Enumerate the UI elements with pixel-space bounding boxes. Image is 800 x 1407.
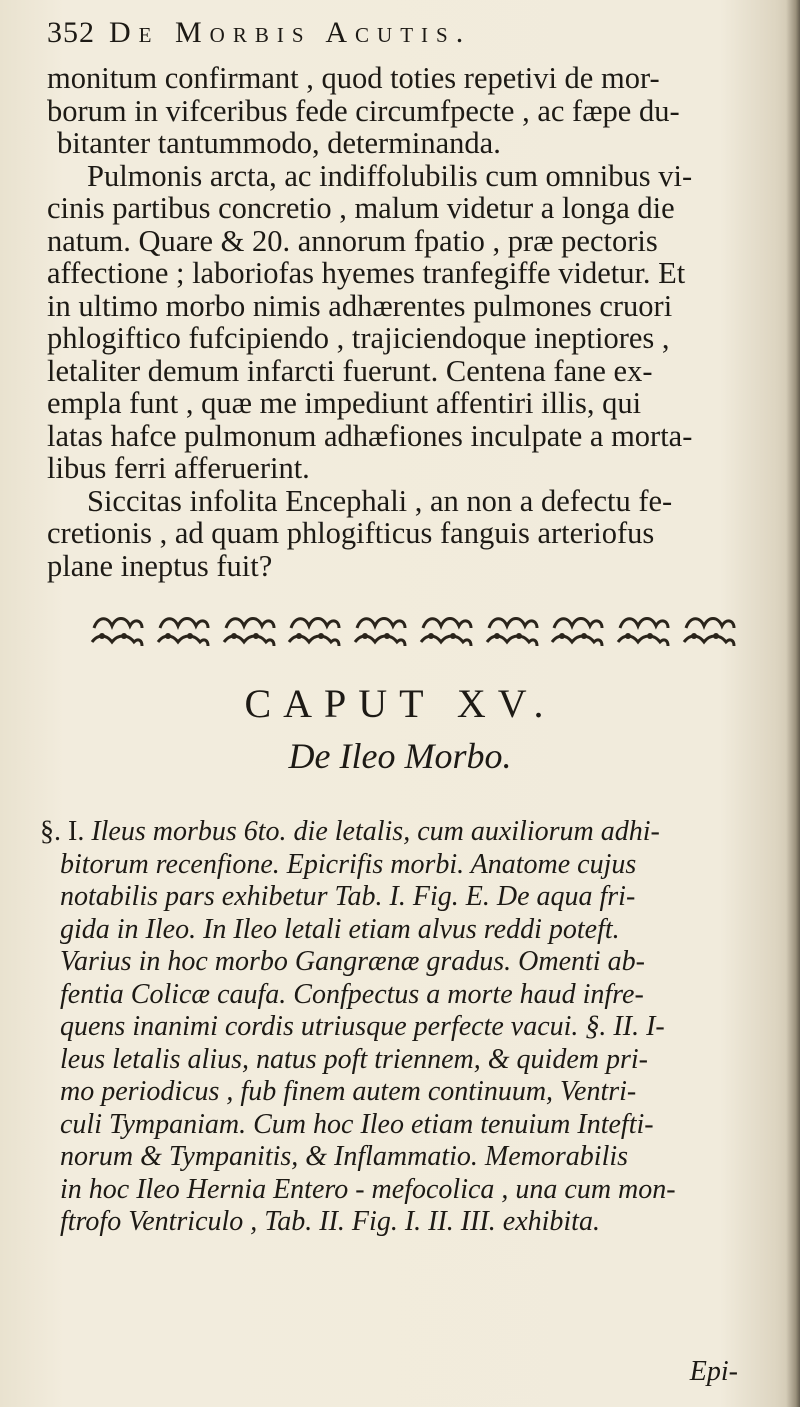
catchword: Epi- (689, 1356, 738, 1387)
running-head (47, 16, 471, 50)
fleuron-icon (483, 612, 541, 656)
text-line: monitum confirmant , quod toties repetivi de mor- (47, 61, 660, 95)
text-line: affectione ; laboriofas hyemes tranfegiffe videtur. Et (47, 256, 686, 290)
fleuron-icon (220, 612, 278, 656)
summary-line: Varius in hoc morbo Gangrænæ gradus. Omenti ab- (60, 946, 645, 977)
printers-ornament-band (88, 612, 738, 656)
text-line: libus ferri afferuerint. (47, 451, 310, 485)
summary-line: gida in Ileo. In Ileo letali etiam alvus reddi poteft. (60, 913, 620, 945)
text-line: borum in vifceribus fede circumfpecte , ac fæpe du- (47, 93, 680, 128)
summary-line: quens inanimi cordis utriusque perfecte vacui. §. II. I- (60, 1011, 665, 1042)
fleuron-icon (285, 612, 343, 656)
text-line: natum. Quare & 20. annorum fpatio , præ pectoris (47, 223, 658, 258)
summary-line: leus letalis alius, natus poft triennem, & quidem pri- (60, 1043, 648, 1075)
summary-line: norum & Tympanitis, & Inflammatio. Memorabilis (60, 1141, 629, 1172)
text-line: latas hafce pulmonum adhæfiones inculpate a morta- (47, 418, 693, 453)
text-line: empla funt , quæ me impediunt affentiri illis, qui (47, 386, 642, 420)
text-line: cretionis , ad quam phlogifticus fanguis arteriofus (47, 516, 655, 550)
fleuron-icon (351, 612, 409, 656)
fleuron-icon (680, 612, 738, 656)
fleuron-icon (548, 612, 606, 656)
summary-line: ftrofo Ventriculo , Tab. II. Fig. I. II. III. exhibita. (60, 1206, 600, 1237)
fleuron-icon (614, 612, 672, 656)
text-line: phlogiftico fufcipiendo , trajiciendoque ineptiores , (47, 321, 670, 355)
fleuron-icon (154, 612, 212, 656)
text-line: plane ineptus fuit? (47, 548, 273, 583)
text-line: Pulmonis arcta, ac indiffolubilis cum omnibus vi- (87, 158, 693, 193)
fleuron-icon (88, 612, 146, 656)
summary-line: culi Tympaniam. Cum hoc Ileo etiam tenuium Intefti- (60, 1108, 654, 1140)
fleuron-icon (417, 612, 475, 656)
summary-line: in hoc Ileo Hernia Entero - mefocolica , una cum mon- (60, 1173, 676, 1205)
text-line: bitanter tantummodo, determinanda. (57, 126, 501, 160)
page-number: 352 (47, 16, 95, 49)
text-line: letaliter demum infarcti fuerunt. Centena fane ex- (47, 353, 653, 388)
main-text (47, 62, 767, 582)
running-title: De Morbis Acutis. (109, 16, 472, 49)
section-summary (40, 816, 760, 1239)
summary-line: fentia Colicæ caufa. Confpectus a morte haud infre- (60, 978, 644, 1010)
chapter-heading: CAPUT XV. (244, 681, 556, 726)
text-line: Siccitas infolita Encephali , an non a defectu fe- (87, 483, 673, 518)
chapter-subtitle: De Ileo Morbo. (288, 736, 512, 776)
summary-line-text: Ileus morbus 6to. die letalis, cum auxiliorum adhi- (91, 816, 660, 847)
section-mark: §. I. (40, 816, 85, 847)
summary-line: notabilis pars exhibetur Tab. I. Fig. E. De aqua fri- (60, 881, 636, 912)
text-line: cinis partibus concretio , malum videtur a longa die (47, 191, 675, 225)
text-line: in ultimo morbo nimis adhærentes pulmones cruori (47, 288, 673, 323)
summary-line: mo periodicus , fub finem autem continuum, Ventri- (60, 1076, 637, 1107)
summary-line (40, 816, 760, 849)
summary-line: bitorum recenfione. Epicrifis morbi. Anatome cujus (60, 848, 637, 880)
